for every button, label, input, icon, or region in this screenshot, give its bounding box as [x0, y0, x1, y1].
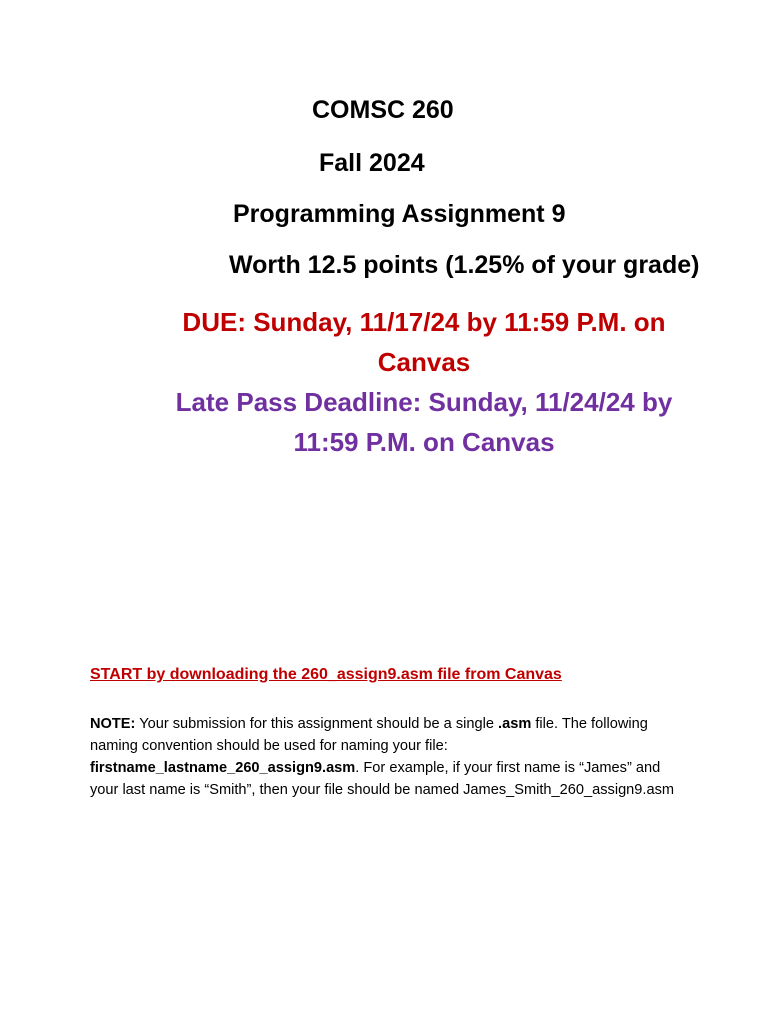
note-line-4: your last name is “Smith”, then your file should be named James_Smith_260_assign9.asm — [90, 782, 675, 798]
late-pass-line-2: 11:59 P.M. on Canvas — [293, 427, 555, 457]
note-line-1 — [90, 713, 750, 735]
note-line-1-tail: file. The following — [531, 716, 648, 732]
term-title: Fall 2024 — [319, 149, 425, 177]
due-date-line-1: DUE: Sunday, 11/17/24 by 11:59 P.M. on — [182, 307, 666, 337]
start-instruction: START by downloading the 260_assign9.asm file from Canvas — [90, 666, 562, 683]
note-extension: .asm — [498, 716, 532, 732]
due-date-line-2: Canvas — [377, 347, 471, 377]
note-label: NOTE: — [90, 716, 136, 732]
note-paragraph — [90, 713, 750, 801]
assignment-title: Programming Assignment 9 — [233, 200, 566, 228]
worth-line: Worth 12.5 points (1.25% of your grade) — [229, 251, 700, 279]
course-title: COMSC 260 — [312, 96, 454, 124]
note-line-3-tail: . For example, if your first name is “James” and — [355, 760, 661, 776]
note-line-1-text: Your submission for this assignment should be a single — [135, 716, 499, 732]
note-filename-pattern: firstname_lastname_260_assign9.asm — [90, 760, 356, 776]
late-pass-line-1: Late Pass Deadline: Sunday, 11/24/24 by — [175, 387, 673, 417]
note-line-2: naming convention should be used for naming your file: — [90, 738, 448, 754]
note-line-3 — [90, 757, 750, 779]
